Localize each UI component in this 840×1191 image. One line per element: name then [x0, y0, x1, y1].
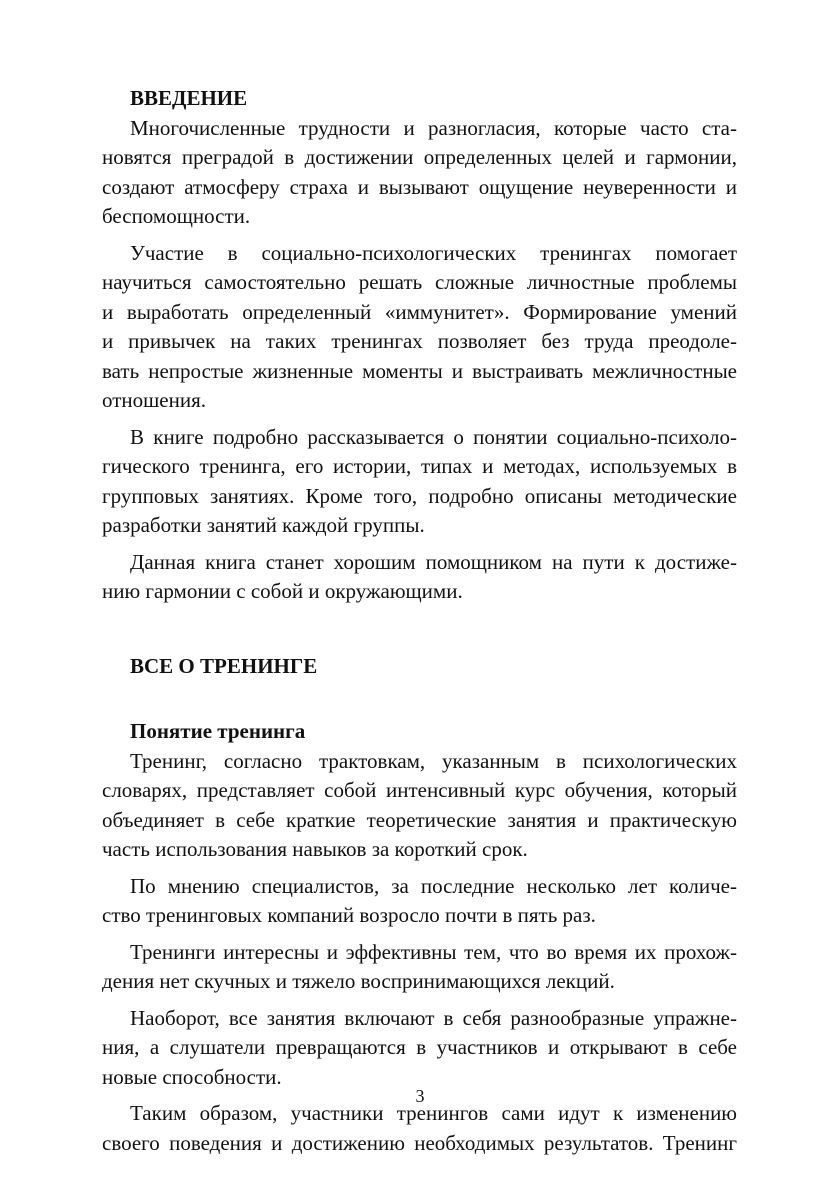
text-line: отношения.: [102, 388, 207, 412]
text-line: своего поведения и достижению необходимых результатов. Тренинг: [102, 1130, 737, 1155]
text-line: гического тренинга, его истории, типах и методах, используемых в: [102, 454, 737, 478]
text-line: групповых занятиях. Кроме того, подробно описаны методические: [102, 483, 737, 508]
paragraph: [102, 114, 737, 232]
text-line: Таким образом, участники тренингов сами идут к изменению: [130, 1101, 737, 1125]
text-line: Многочисленные трудности и разногласия, которые часто ста-: [130, 115, 737, 140]
paragraph: [102, 1004, 737, 1093]
paragraph: [102, 239, 737, 416]
text-line: научиться самостоятельно решать сложные личностные проблемы: [102, 270, 737, 294]
section-heading-introduction: ВВЕДЕНИЕ: [130, 86, 248, 110]
text-line: Тренинг, согласно трактовкам, указанным в психологических: [130, 748, 737, 773]
text-line: Участие в социально-психологических тренингах помогает: [130, 240, 737, 265]
paragraph: [102, 938, 737, 997]
page-number: 3: [415, 1086, 425, 1106]
paragraph: [102, 423, 737, 541]
subsection-heading: Понятие тренинга: [130, 719, 306, 743]
text-line: создают атмосферу страха и вызывают ощущение неуверенности и: [102, 174, 737, 199]
text-line: и привычек на таких тренингах позволяет без труда преодоле-: [102, 329, 737, 353]
text-line: нию гармонии с собой и окружающими.: [102, 579, 463, 603]
text-line: беспомощности.: [102, 204, 251, 228]
section-spacer: [102, 614, 737, 652]
paragraph: [102, 548, 737, 607]
text-line: По мнению специалистов, за последние несколько лет количе-: [130, 873, 737, 898]
text-line: словарях, представляет собой интенсивный курс обучения, который: [102, 778, 737, 802]
text-line: часть использования навыков за короткий срок.: [102, 837, 528, 861]
section-spacer: [102, 681, 737, 717]
paragraph: [102, 1099, 737, 1158]
text-line: Наоборот, все занятия включают в себя разнообразные упражне-: [130, 1005, 737, 1030]
paragraph: [102, 872, 737, 931]
text-line: ство тренинговых компаний возросло почти в пять раз.: [102, 903, 596, 927]
text-line: новятся преградой в достижении определенных целей и гармонии,: [102, 145, 737, 169]
section-heading-training: ВСЕ О ТРЕНИНГЕ: [130, 653, 318, 678]
text-line: Тренинги интересны и эффективны тем, что во время их прохож-: [130, 939, 737, 964]
text-line: Данная книга станет хорошим помощником на пути к достиже-: [130, 549, 737, 574]
text-line: ния, а слушатели превращаются в участников и открывают в себе: [102, 1035, 737, 1059]
text-line: В книге подробно рассказывается о понятии социально-психоло-: [130, 424, 737, 449]
page-content: [102, 84, 737, 1165]
text-line: объединяет в себе краткие теоретические занятия и практическую: [102, 807, 737, 832]
text-line: вать непростые жизненные моменты и выстраивать межличностные: [102, 358, 737, 383]
text-line: разработки занятий каждой группы.: [102, 513, 425, 537]
text-line: новые способности.: [102, 1064, 282, 1089]
text-line: дения нет скучных и тяжело воспринимающихся лекций.: [102, 969, 615, 993]
paragraph: [102, 747, 737, 865]
text-line: и выработать определенный «иммунитет». Формирование умений: [102, 299, 737, 324]
